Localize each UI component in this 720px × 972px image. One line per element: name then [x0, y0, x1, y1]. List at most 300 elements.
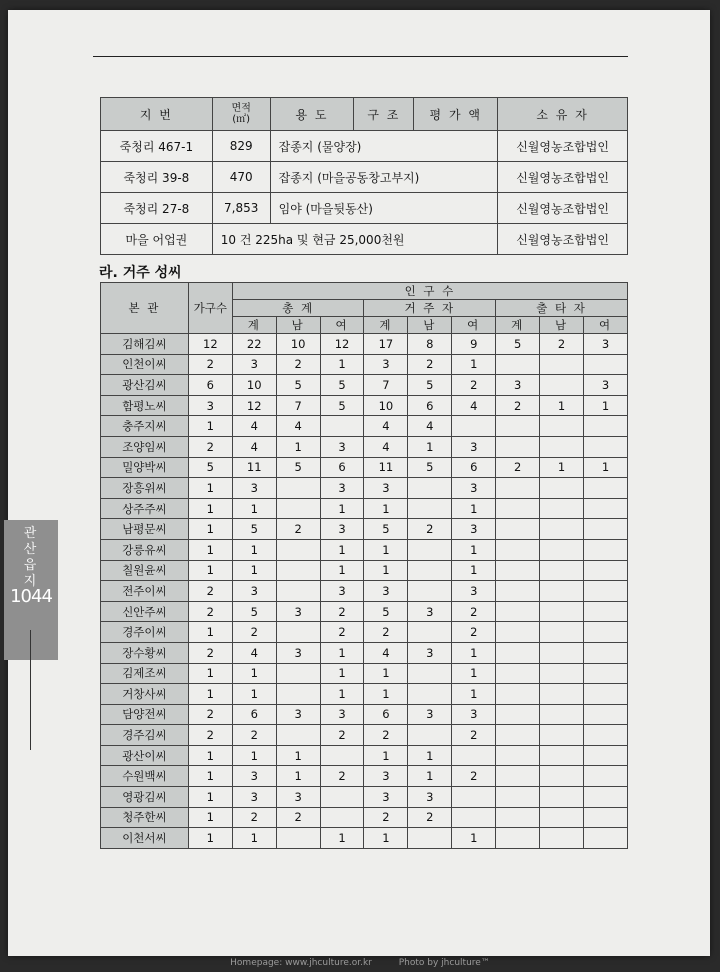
resident-female: 4: [452, 395, 496, 416]
emigrant-sum: [496, 725, 540, 746]
clan-name: 강릉유씨: [101, 539, 189, 560]
resident-female: 1: [452, 663, 496, 684]
emigrant-male: [540, 704, 584, 725]
households: 1: [188, 539, 232, 560]
total-male: [276, 725, 320, 746]
households: 2: [188, 354, 232, 375]
population-row: [101, 581, 628, 602]
total-male: 5: [276, 457, 320, 478]
total-sum: 4: [232, 642, 276, 663]
households: 2: [188, 725, 232, 746]
resident-male: [408, 498, 452, 519]
header-households: 가구수: [188, 283, 232, 334]
fishing-right-detail: 10 건 225ha 및 현금 25,000천원: [212, 224, 497, 255]
total-sum: 4: [232, 436, 276, 457]
resident-sum: 1: [364, 539, 408, 560]
clan-name: 칠원윤씨: [101, 560, 189, 581]
resident-sum: 2: [364, 725, 408, 746]
total-sum: 3: [232, 766, 276, 787]
total-male: [276, 663, 320, 684]
resident-male: [408, 478, 452, 499]
total-female: 12: [320, 334, 364, 355]
resident-male: [408, 539, 452, 560]
total-sum: 3: [232, 581, 276, 602]
resident-female: 2: [452, 601, 496, 622]
population-row: [101, 642, 628, 663]
header-resident: 거 주 자: [364, 300, 496, 317]
emigrant-female: [584, 519, 628, 540]
emigrant-sum: [496, 498, 540, 519]
clan-name: 남평문씨: [101, 519, 189, 540]
property-row: [101, 131, 628, 162]
resident-male: [408, 725, 452, 746]
households: 2: [188, 642, 232, 663]
resident-sum: 5: [364, 601, 408, 622]
population-row: [101, 416, 628, 437]
resident-sum: 17: [364, 334, 408, 355]
resident-sum: 2: [364, 622, 408, 643]
households: 2: [188, 581, 232, 602]
property-lot: 죽청리 467-1: [101, 131, 213, 162]
resident-sum: 1: [364, 745, 408, 766]
total-female: 1: [320, 354, 364, 375]
total-male: 3: [276, 787, 320, 808]
population-row: [101, 684, 628, 705]
population-row: [101, 601, 628, 622]
resident-sum: 3: [364, 787, 408, 808]
property-owner: 신월영농조합법인: [498, 131, 628, 162]
header-emigrant: 출 타 자: [496, 300, 628, 317]
emigrant-male: [540, 601, 584, 622]
total-sum: 1: [232, 539, 276, 560]
emigrant-sum: [496, 478, 540, 499]
total-sum: 1: [232, 663, 276, 684]
emigrant-sum: [496, 560, 540, 581]
total-male: 2: [276, 807, 320, 828]
header-owner: 소 유 자: [498, 98, 628, 131]
resident-male: 2: [408, 807, 452, 828]
total-sum: 3: [232, 787, 276, 808]
emigrant-female: [584, 787, 628, 808]
header-use: 용 도: [270, 98, 354, 131]
clan-name: 영광김씨: [101, 787, 189, 808]
clan-name: 상주주씨: [101, 498, 189, 519]
emigrant-male: [540, 745, 584, 766]
total-female: 2: [320, 766, 364, 787]
households: 6: [188, 375, 232, 396]
emigrant-male: 1: [540, 457, 584, 478]
total-sum: 6: [232, 704, 276, 725]
resident-female: 3: [452, 581, 496, 602]
clan-name: 경주이씨: [101, 622, 189, 643]
resident-female: 3: [452, 478, 496, 499]
total-sum: 1: [232, 498, 276, 519]
emigrant-female: [584, 498, 628, 519]
emigrant-sum: [496, 622, 540, 643]
clan-name: 전주이씨: [101, 581, 189, 602]
header-area-label: 면적: [231, 103, 251, 114]
header-assessed-value: 평 가 액: [414, 98, 498, 131]
population-header-row-1: [101, 283, 628, 300]
total-male: [276, 581, 320, 602]
header-total-male: 남: [276, 317, 320, 334]
emigrant-male: [540, 436, 584, 457]
resident-male: [408, 622, 452, 643]
population-row: [101, 663, 628, 684]
clan-name: 충주지씨: [101, 416, 189, 437]
households: 2: [188, 601, 232, 622]
population-row: [101, 519, 628, 540]
side-book-title: 관산읍지: [23, 526, 37, 589]
property-lot: 죽청리 27-8: [101, 193, 213, 224]
emigrant-female: [584, 745, 628, 766]
resident-male: [408, 663, 452, 684]
emigrant-female: [584, 354, 628, 375]
total-sum: 10: [232, 375, 276, 396]
fishing-right-row: [101, 224, 628, 255]
emigrant-sum: [496, 642, 540, 663]
total-sum: 2: [232, 622, 276, 643]
resident-female: 1: [452, 684, 496, 705]
property-lot: 죽청리 39-8: [101, 162, 213, 193]
population-row: [101, 395, 628, 416]
population-row: [101, 539, 628, 560]
clan-name: 장흥위씨: [101, 478, 189, 499]
households: 1: [188, 745, 232, 766]
resident-male: 2: [408, 354, 452, 375]
emigrant-female: [584, 601, 628, 622]
total-sum: 11: [232, 457, 276, 478]
header-total-sum: 계: [232, 317, 276, 334]
total-sum: 1: [232, 745, 276, 766]
households: 2: [188, 704, 232, 725]
total-sum: 5: [232, 601, 276, 622]
emigrant-male: [540, 498, 584, 519]
households: 1: [188, 663, 232, 684]
resident-sum: 1: [364, 828, 408, 849]
households: 12: [188, 334, 232, 355]
emigrant-sum: [496, 663, 540, 684]
clan-name: 거창사씨: [101, 684, 189, 705]
total-male: [276, 478, 320, 499]
emigrant-sum: 5: [496, 334, 540, 355]
resident-male: [408, 828, 452, 849]
households: 1: [188, 828, 232, 849]
total-sum: 1: [232, 684, 276, 705]
total-sum: 5: [232, 519, 276, 540]
clan-name: 밀양박씨: [101, 457, 189, 478]
emigrant-male: [540, 354, 584, 375]
resident-male: 5: [408, 375, 452, 396]
emigrant-male: [540, 684, 584, 705]
emigrant-female: [584, 436, 628, 457]
emigrant-sum: [496, 436, 540, 457]
resident-male: 2: [408, 519, 452, 540]
emigrant-male: [540, 787, 584, 808]
resident-male: 5: [408, 457, 452, 478]
resident-sum: 3: [364, 354, 408, 375]
resident-male: 3: [408, 601, 452, 622]
header-emigrant-male: 남: [540, 317, 584, 334]
households: 3: [188, 395, 232, 416]
header-population: 인 구 수: [232, 283, 627, 300]
emigrant-female: [584, 725, 628, 746]
total-male: [276, 622, 320, 643]
fishing-right-label: 마을 어업권: [101, 224, 213, 255]
total-male: [276, 498, 320, 519]
emigrant-female: [584, 478, 628, 499]
resident-female: 2: [452, 622, 496, 643]
resident-female: 3: [452, 436, 496, 457]
emigrant-male: [540, 642, 584, 663]
emigrant-male: [540, 622, 584, 643]
total-sum: 12: [232, 395, 276, 416]
total-sum: 22: [232, 334, 276, 355]
resident-male: 4: [408, 416, 452, 437]
emigrant-sum: [496, 416, 540, 437]
emigrant-female: [584, 766, 628, 787]
emigrant-sum: [496, 766, 540, 787]
resident-sum: 1: [364, 663, 408, 684]
clan-name: 함평노씨: [101, 395, 189, 416]
households: 1: [188, 807, 232, 828]
header-resident-female: 여: [452, 317, 496, 334]
population-row: [101, 498, 628, 519]
emigrant-female: 3: [584, 375, 628, 396]
total-female: 2: [320, 601, 364, 622]
resident-female: 3: [452, 704, 496, 725]
emigrant-male: [540, 519, 584, 540]
total-female: 1: [320, 684, 364, 705]
total-female: 3: [320, 581, 364, 602]
emigrant-male: 1: [540, 395, 584, 416]
emigrant-female: [584, 828, 628, 849]
header-resident-sum: 계: [364, 317, 408, 334]
resident-female: 2: [452, 375, 496, 396]
total-female: 3: [320, 436, 364, 457]
resident-female: 1: [452, 539, 496, 560]
households: 1: [188, 787, 232, 808]
total-male: 10: [276, 334, 320, 355]
total-sum: 2: [232, 807, 276, 828]
population-row: [101, 375, 628, 396]
population-row: [101, 436, 628, 457]
resident-sum: 11: [364, 457, 408, 478]
emigrant-female: 1: [584, 395, 628, 416]
resident-sum: 1: [364, 684, 408, 705]
resident-female: 3: [452, 519, 496, 540]
resident-sum: 7: [364, 375, 408, 396]
total-female: [320, 745, 364, 766]
resident-female: 1: [452, 560, 496, 581]
total-male: [276, 684, 320, 705]
resident-female: 9: [452, 334, 496, 355]
emigrant-female: [584, 663, 628, 684]
clan-name: 김제조씨: [101, 663, 189, 684]
section-title: 라. 거주 성씨: [99, 265, 182, 281]
resident-sum: 1: [364, 560, 408, 581]
header-total: 총 계: [232, 300, 364, 317]
emigrant-sum: 2: [496, 457, 540, 478]
resident-female: 1: [452, 642, 496, 663]
property-area: 470: [212, 162, 270, 193]
emigrant-male: [540, 375, 584, 396]
emigrant-male: [540, 663, 584, 684]
population-table: [100, 282, 628, 849]
resident-male: [408, 684, 452, 705]
clan-name: 수원백씨: [101, 766, 189, 787]
total-male: 3: [276, 642, 320, 663]
population-row: [101, 828, 628, 849]
households: 1: [188, 560, 232, 581]
total-female: 3: [320, 478, 364, 499]
header-area: [212, 98, 270, 131]
emigrant-sum: [496, 539, 540, 560]
resident-male: 3: [408, 642, 452, 663]
population-row: [101, 766, 628, 787]
emigrant-female: [584, 704, 628, 725]
emigrant-female: [584, 581, 628, 602]
total-sum: 4: [232, 416, 276, 437]
population-row: [101, 334, 628, 355]
emigrant-female: 3: [584, 334, 628, 355]
emigrant-female: [584, 622, 628, 643]
emigrant-female: 1: [584, 457, 628, 478]
emigrant-male: [540, 807, 584, 828]
resident-sum: 3: [364, 766, 408, 787]
property-row: [101, 193, 628, 224]
emigrant-sum: [496, 704, 540, 725]
resident-female: [452, 416, 496, 437]
population-row: [101, 725, 628, 746]
resident-male: 6: [408, 395, 452, 416]
property-table: [100, 97, 628, 255]
population-row: [101, 354, 628, 375]
emigrant-sum: [496, 787, 540, 808]
emigrant-sum: 3: [496, 375, 540, 396]
clan-name: 담양전씨: [101, 704, 189, 725]
side-rule: [30, 630, 31, 750]
clan-name: 김해김씨: [101, 334, 189, 355]
total-sum: 1: [232, 828, 276, 849]
resident-sum: 3: [364, 581, 408, 602]
total-female: 2: [320, 622, 364, 643]
emigrant-sum: [496, 807, 540, 828]
total-male: 1: [276, 745, 320, 766]
clan-name: 청주한씨: [101, 807, 189, 828]
property-area: 7,853: [212, 193, 270, 224]
clan-name: 경주김씨: [101, 725, 189, 746]
total-male: 2: [276, 354, 320, 375]
emigrant-male: 2: [540, 334, 584, 355]
header-lot: 지 번: [101, 98, 213, 131]
property-area: 829: [212, 131, 270, 162]
resident-female: [452, 807, 496, 828]
resident-male: 3: [408, 787, 452, 808]
emigrant-sum: [496, 354, 540, 375]
resident-male: 8: [408, 334, 452, 355]
total-sum: 1: [232, 560, 276, 581]
property-use: 잡종지 (물양장): [270, 131, 498, 162]
emigrant-male: [540, 539, 584, 560]
resident-female: 2: [452, 725, 496, 746]
emigrant-female: [584, 642, 628, 663]
total-female: 5: [320, 375, 364, 396]
footer-homepage: Homepage: www.jhculture.or.kr: [230, 958, 372, 968]
emigrant-male: [540, 828, 584, 849]
emigrant-female: [584, 807, 628, 828]
total-sum: 3: [232, 478, 276, 499]
resident-sum: 5: [364, 519, 408, 540]
population-row: [101, 807, 628, 828]
resident-male: 1: [408, 436, 452, 457]
property-owner: 신월영농조합법인: [498, 193, 628, 224]
header-clan: 본 관: [101, 283, 189, 334]
total-female: [320, 787, 364, 808]
resident-female: 6: [452, 457, 496, 478]
resident-male: 1: [408, 745, 452, 766]
emigrant-sum: [496, 581, 540, 602]
resident-male: 3: [408, 704, 452, 725]
emigrant-male: [540, 560, 584, 581]
page-number: 1044: [10, 586, 52, 607]
population-row: [101, 457, 628, 478]
property-use: 임야 (마을뒷동산): [270, 193, 498, 224]
total-male: 4: [276, 416, 320, 437]
footer: [0, 958, 720, 968]
property-owner: 신월영농조합법인: [498, 162, 628, 193]
population-row: [101, 478, 628, 499]
resident-sum: 4: [364, 436, 408, 457]
clan-name: 인천이씨: [101, 354, 189, 375]
total-female: 3: [320, 519, 364, 540]
total-male: 7: [276, 395, 320, 416]
households: 5: [188, 457, 232, 478]
clan-name: 광산김씨: [101, 375, 189, 396]
emigrant-male: [540, 725, 584, 746]
total-female: 1: [320, 498, 364, 519]
resident-sum: 4: [364, 642, 408, 663]
resident-male: 1: [408, 766, 452, 787]
resident-female: 1: [452, 354, 496, 375]
emigrant-female: [584, 560, 628, 581]
total-female: 1: [320, 828, 364, 849]
header-structure: 구 조: [354, 98, 414, 131]
resident-sum: 10: [364, 395, 408, 416]
footer-photo: Photo by jhculture™: [398, 958, 490, 968]
total-male: 3: [276, 601, 320, 622]
clan-name: 이천서씨: [101, 828, 189, 849]
resident-female: 2: [452, 766, 496, 787]
resident-sum: 1: [364, 498, 408, 519]
total-female: 3: [320, 704, 364, 725]
resident-male: [408, 581, 452, 602]
total-male: 1: [276, 766, 320, 787]
clan-name: 신안주씨: [101, 601, 189, 622]
population-row: [101, 745, 628, 766]
property-use: 잡종지 (마을공동창고부지): [270, 162, 498, 193]
header-emigrant-sum: 계: [496, 317, 540, 334]
resident-sum: 3: [364, 478, 408, 499]
header-resident-male: 남: [408, 317, 452, 334]
households: 1: [188, 519, 232, 540]
total-female: [320, 416, 364, 437]
total-male: [276, 560, 320, 581]
header-total-female: 여: [320, 317, 364, 334]
total-male: 3: [276, 704, 320, 725]
header-area-unit: (㎡): [232, 114, 251, 125]
total-female: 1: [320, 560, 364, 581]
